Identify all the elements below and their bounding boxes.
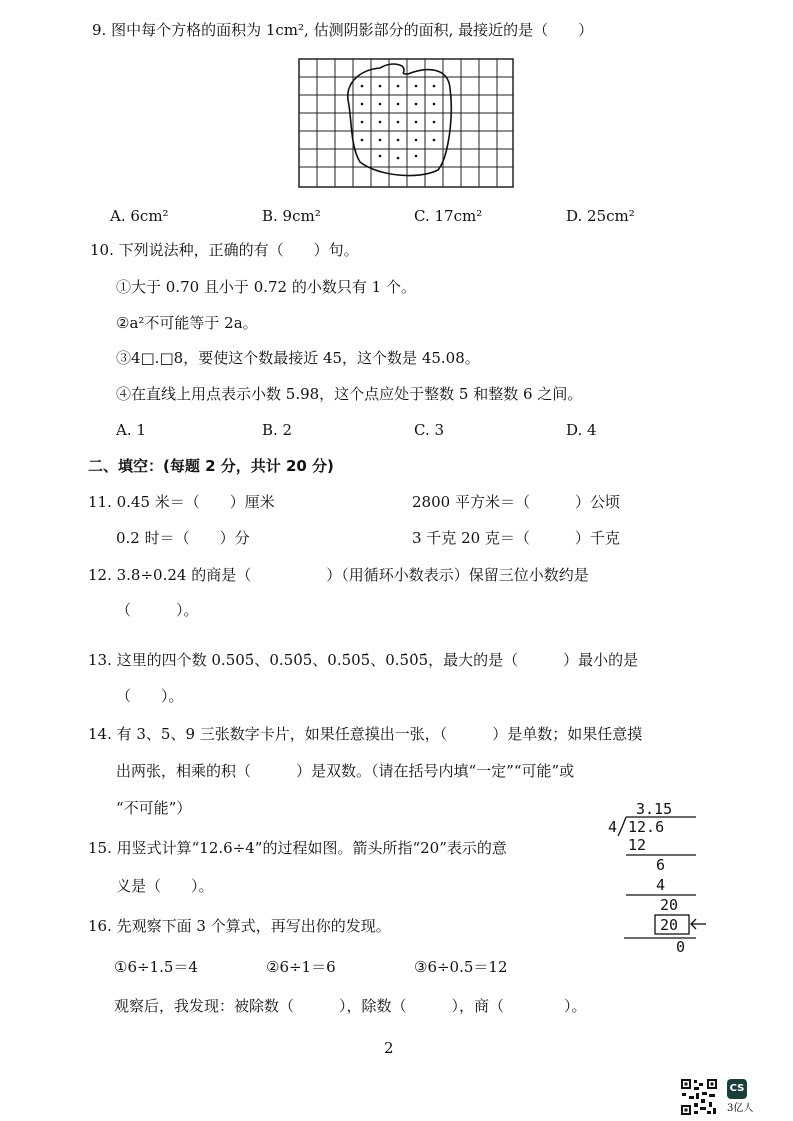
q12-line-2: （ ）。 — [116, 601, 199, 619]
division-step-5: 20 — [660, 916, 679, 934]
shaded-blob-outline — [348, 64, 451, 176]
q16-stem: 16. 先观察下面 3 个算式，再写出你的发现。 — [88, 917, 391, 935]
q16-expression-2: ②6÷1＝6 — [266, 958, 336, 976]
q10-statement-4: ④在直线上用点表示小数 5.98，这个点应处于整数 5 和整数 6 之间。 — [116, 385, 583, 403]
division-step-4: 20 — [660, 896, 679, 914]
q10-statement-1: ①大于 0.70 且小于 0.72 的小数只有 1 个。 — [116, 278, 416, 296]
q10-stem: 10. 下列说法种，正确的有（ ）句。 — [90, 241, 359, 259]
q15-line-1: 15. 用竖式计算“12.6÷4”的过程如图。箭头所指“20”表示的意 — [88, 839, 507, 857]
q11-blank-c: 0.2 时＝（ ）分 — [116, 529, 250, 547]
division-step-3: 4 — [656, 876, 666, 894]
q15-line-2: 义是（ ）。 — [116, 877, 214, 895]
q16-expression-1: ①6÷1.5＝4 — [114, 958, 198, 976]
division-step-2: 6 — [656, 856, 666, 874]
division-divisor: 4 — [608, 818, 618, 836]
shaded-dots — [361, 85, 436, 160]
q10-statement-2: ②a²不可能等于 2a。 — [116, 314, 258, 332]
page-number: 2 — [384, 1039, 394, 1057]
section-2-heading: 二、填空：(每题 2 分，共计 20 分) — [88, 457, 334, 475]
division-quotient: 3.15 — [636, 800, 673, 818]
q14-line-1: 14. 有 3、5、9 三张数字卡片，如果任意摸出一张，（ ）是单数；如果任意摸 — [88, 725, 643, 743]
q13-line-1: 13. 这里的四个数 0.505̇、0.50̇5̇、0.5̇05̇、0.5̇0̇5̇，最大的是（ ）最小的是 — [88, 651, 639, 669]
q13-line-2: （ ）。 — [116, 687, 184, 705]
q16-expression-3: ③6÷0.5＝12 — [414, 958, 508, 976]
q14-line-3: “不可能”） — [116, 799, 192, 817]
q15-long-division — [600, 800, 710, 960]
q14-line-2: 出两张，相乘的积（ ）是双数。（请在括号内填“一定”“可能”或 — [116, 762, 575, 780]
q10-option-d[interactable]: D. 4 — [566, 421, 597, 439]
q9-grid-figure — [298, 58, 514, 188]
q9-option-c[interactable]: C. 17cm² — [414, 207, 483, 225]
q10-statement-3: ③4□.□8，要使这个数最接近 45，这个数是 45.08。 — [116, 349, 480, 367]
camscanner-logo-icon: CS — [727, 1079, 747, 1099]
division-dividend: 12.6 — [628, 818, 665, 836]
camscanner-text: 3亿人 — [727, 1103, 754, 1114]
q11-blank-b: 2800 平方米＝（ ）公顷 — [412, 493, 620, 511]
q11-blank-a: 11. 0.45 米＝（ ）厘米 — [88, 493, 275, 511]
q9-stem: 9. 图中每个方格的面积为 1cm², 估测阴影部分的面积, 最接近的是（ ） — [92, 21, 594, 39]
qr-code-icon — [680, 1078, 718, 1116]
q10-option-b[interactable]: B. 2 — [262, 421, 293, 439]
q11-blank-d: 3 千克 20 克＝（ ）千克 — [412, 529, 620, 547]
q12-line-1: 12. 3.8÷0.24 的商是（ ）（用循环小数表示）保留三位小数约是 — [88, 566, 589, 584]
q10-option-c[interactable]: C. 3 — [414, 421, 445, 439]
division-step-1: 12 — [628, 836, 647, 854]
division-step-6: 0 — [676, 938, 686, 956]
q9-option-d[interactable]: D. 25cm² — [566, 207, 635, 225]
q10-option-a[interactable]: A. 1 — [116, 421, 146, 439]
q9-option-a[interactable]: A. 6cm² — [110, 207, 169, 225]
q16-finding: 观察后，我发现：被除数（ ），除数（ ），商（ ）。 — [114, 997, 587, 1015]
q9-option-b[interactable]: B. 9cm² — [262, 207, 321, 225]
